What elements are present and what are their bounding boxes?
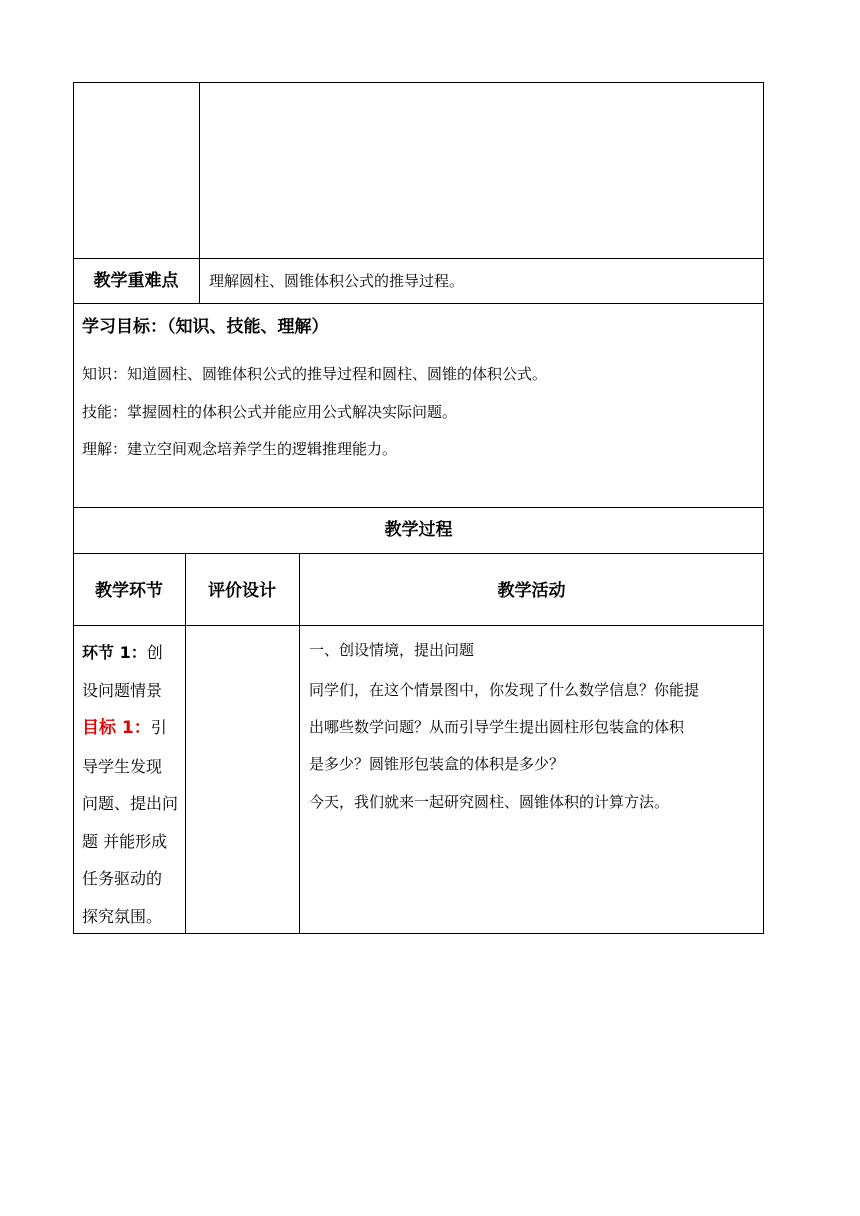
stage-cell bbox=[82, 634, 182, 935]
stage-line-2: 设问题情景 bbox=[82, 680, 163, 700]
goal-text-start: 引 bbox=[150, 718, 167, 737]
process-col-divider-1 bbox=[185, 553, 186, 934]
activity-line: 一、创设情境，提出问题 bbox=[309, 641, 475, 659]
row-line-5 bbox=[73, 625, 764, 626]
activity-line: 是多少？圆锥形包装盒的体积是多少？ bbox=[309, 755, 565, 773]
process-title: 教学过程 bbox=[384, 520, 453, 540]
difficulty-content: 理解圆柱、圆锥体积公式的推导过程。 bbox=[209, 272, 465, 290]
objective-item-skill: 技能：掌握圆柱的体积公式并能应用公式解决实际问题。 bbox=[82, 403, 458, 421]
activity-line: 今天，我们就来一起研究圆柱、圆锥体积的计算方法。 bbox=[309, 793, 670, 811]
column-header-evaluation: 评价设计 bbox=[208, 581, 276, 601]
goal-line-1 bbox=[82, 709, 182, 748]
goal-line: 问题、提出问 bbox=[82, 794, 179, 813]
stage-text-start: 创 bbox=[146, 643, 163, 662]
column-header-activity: 教学活动 bbox=[497, 581, 566, 601]
objectives-heading: 学习目标：（知识、技能、理解） bbox=[82, 317, 329, 337]
objective-item-knowledge: 知识：知道圆柱、圆锥体积公式的推导过程和圆柱、圆锥的体积公式。 bbox=[82, 365, 548, 383]
goal-label: 目标 1： bbox=[82, 718, 151, 738]
row-line-1 bbox=[73, 258, 764, 259]
column-header-stage: 教学环节 bbox=[95, 581, 163, 601]
top-section-divider bbox=[199, 82, 200, 304]
activity-line: 同学们，在这个情景图中，你发现了什么数学信息？你能提 bbox=[309, 681, 700, 699]
goal-line: 题 并能形成 bbox=[82, 831, 168, 851]
process-col-divider-2 bbox=[299, 553, 300, 934]
stage-line-1 bbox=[82, 634, 182, 672]
row-line-2 bbox=[73, 303, 764, 304]
row-line-3 bbox=[73, 507, 764, 508]
goal-line: 探究氛围。 bbox=[82, 906, 163, 926]
objective-item-understanding: 理解：建立空间观念培养学生的逻辑推理能力。 bbox=[82, 440, 398, 458]
goal-line: 导学生发现 bbox=[82, 756, 163, 776]
goal-line: 任务驱动的 bbox=[82, 869, 163, 888]
stage-label: 环节 1： bbox=[82, 643, 147, 662]
activity-line: 出哪些数学问题？从而引导学生提出圆柱形包装盒的体积 bbox=[309, 718, 685, 736]
row-line-4 bbox=[73, 553, 764, 554]
difficulty-label: 教学重难点 bbox=[93, 271, 179, 291]
